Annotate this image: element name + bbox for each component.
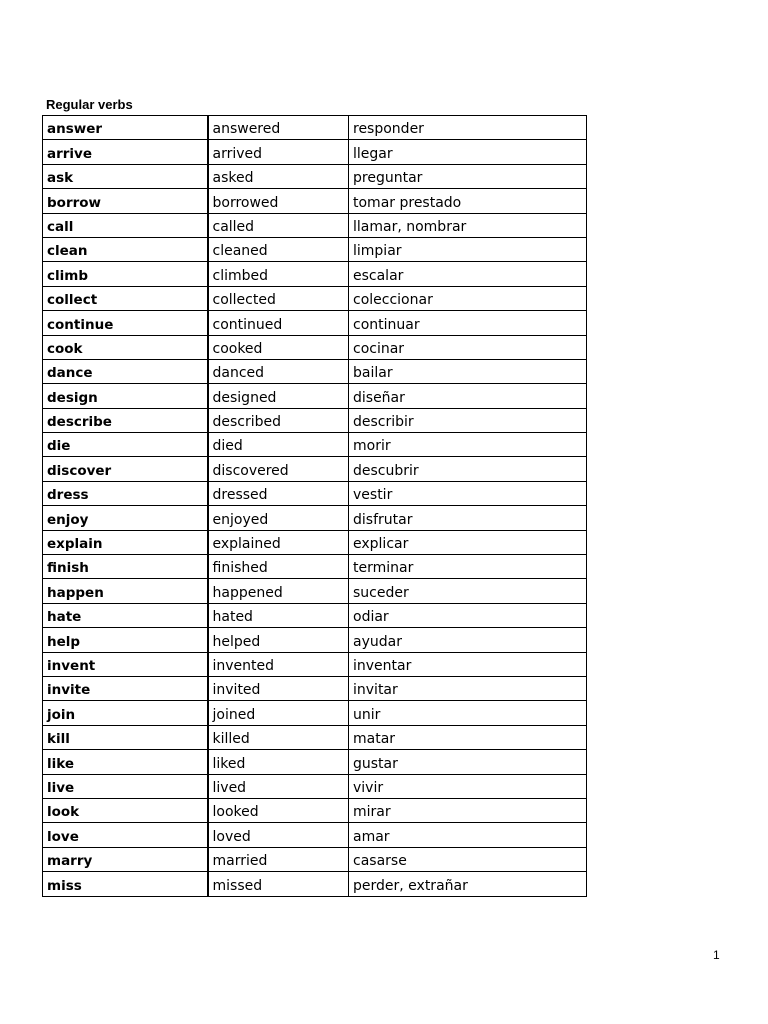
- past-tense-cell: arrived: [208, 140, 349, 164]
- table-row: [43, 116, 587, 140]
- table-row: [43, 579, 587, 603]
- base-verb-cell: hate: [43, 603, 208, 627]
- page-number: 1: [713, 948, 720, 962]
- base-verb-cell: love: [43, 823, 208, 847]
- table-row: [43, 384, 587, 408]
- past-tense-cell: danced: [208, 359, 349, 383]
- past-tense-cell: invited: [208, 676, 349, 700]
- table-row: [43, 701, 587, 725]
- base-verb-cell: design: [43, 384, 208, 408]
- base-verb-cell: kill: [43, 725, 208, 749]
- table-row: [43, 847, 587, 871]
- past-tense-cell: lived: [208, 774, 349, 798]
- base-verb-cell: invent: [43, 652, 208, 676]
- table-row: [43, 140, 587, 164]
- past-tense-cell: cooked: [208, 335, 349, 359]
- base-verb-cell: join: [43, 701, 208, 725]
- spanish-translation-cell: morir: [349, 433, 587, 457]
- verbs-table: [42, 115, 587, 897]
- table-row: [43, 823, 587, 847]
- table-row: [43, 603, 587, 627]
- past-tense-cell: enjoyed: [208, 506, 349, 530]
- past-tense-cell: killed: [208, 725, 349, 749]
- past-tense-cell: married: [208, 847, 349, 871]
- spanish-translation-cell: escalar: [349, 262, 587, 286]
- table-row: [43, 530, 587, 554]
- table-row: [43, 676, 587, 700]
- table-row: [43, 433, 587, 457]
- spanish-translation-cell: diseñar: [349, 384, 587, 408]
- spanish-translation-cell: casarse: [349, 847, 587, 871]
- spanish-translation-cell: suceder: [349, 579, 587, 603]
- base-verb-cell: discover: [43, 457, 208, 481]
- base-verb-cell: dance: [43, 359, 208, 383]
- table-row: [43, 262, 587, 286]
- base-verb-cell: live: [43, 774, 208, 798]
- spanish-translation-cell: perder, extrañar: [349, 872, 587, 896]
- verbs-table-body: [43, 116, 587, 897]
- base-verb-cell: enjoy: [43, 506, 208, 530]
- past-tense-cell: happened: [208, 579, 349, 603]
- past-tense-cell: joined: [208, 701, 349, 725]
- base-verb-cell: answer: [43, 116, 208, 140]
- spanish-translation-cell: matar: [349, 725, 587, 749]
- past-tense-cell: invented: [208, 652, 349, 676]
- table-row: [43, 774, 587, 798]
- base-verb-cell: die: [43, 433, 208, 457]
- base-verb-cell: borrow: [43, 189, 208, 213]
- base-verb-cell: cook: [43, 335, 208, 359]
- past-tense-cell: discovered: [208, 457, 349, 481]
- base-verb-cell: climb: [43, 262, 208, 286]
- past-tense-cell: continued: [208, 311, 349, 335]
- spanish-translation-cell: terminar: [349, 555, 587, 579]
- table-row: [43, 457, 587, 481]
- spanish-translation-cell: coleccionar: [349, 286, 587, 310]
- past-tense-cell: looked: [208, 798, 349, 822]
- spanish-translation-cell: preguntar: [349, 164, 587, 188]
- spanish-translation-cell: disfrutar: [349, 506, 587, 530]
- table-row: [43, 725, 587, 749]
- spanish-translation-cell: descubrir: [349, 457, 587, 481]
- spanish-translation-cell: gustar: [349, 750, 587, 774]
- base-verb-cell: marry: [43, 847, 208, 871]
- past-tense-cell: died: [208, 433, 349, 457]
- base-verb-cell: collect: [43, 286, 208, 310]
- spanish-translation-cell: bailar: [349, 359, 587, 383]
- table-row: [43, 335, 587, 359]
- base-verb-cell: help: [43, 628, 208, 652]
- past-tense-cell: explained: [208, 530, 349, 554]
- table-row: [43, 481, 587, 505]
- past-tense-cell: climbed: [208, 262, 349, 286]
- past-tense-cell: called: [208, 213, 349, 237]
- past-tense-cell: borrowed: [208, 189, 349, 213]
- table-row: [43, 506, 587, 530]
- spanish-translation-cell: amar: [349, 823, 587, 847]
- base-verb-cell: happen: [43, 579, 208, 603]
- past-tense-cell: answered: [208, 116, 349, 140]
- past-tense-cell: cleaned: [208, 237, 349, 261]
- spanish-translation-cell: inventar: [349, 652, 587, 676]
- spanish-translation-cell: unir: [349, 701, 587, 725]
- spanish-translation-cell: cocinar: [349, 335, 587, 359]
- spanish-translation-cell: describir: [349, 408, 587, 432]
- past-tense-cell: asked: [208, 164, 349, 188]
- base-verb-cell: invite: [43, 676, 208, 700]
- base-verb-cell: call: [43, 213, 208, 237]
- table-row: [43, 237, 587, 261]
- base-verb-cell: describe: [43, 408, 208, 432]
- spanish-translation-cell: vivir: [349, 774, 587, 798]
- spanish-translation-cell: odiar: [349, 603, 587, 627]
- table-row: [43, 408, 587, 432]
- table-row: [43, 213, 587, 237]
- past-tense-cell: collected: [208, 286, 349, 310]
- base-verb-cell: like: [43, 750, 208, 774]
- past-tense-cell: finished: [208, 555, 349, 579]
- past-tense-cell: liked: [208, 750, 349, 774]
- base-verb-cell: clean: [43, 237, 208, 261]
- table-row: [43, 311, 587, 335]
- table-row: [43, 872, 587, 896]
- past-tense-cell: designed: [208, 384, 349, 408]
- base-verb-cell: finish: [43, 555, 208, 579]
- table-row: [43, 652, 587, 676]
- base-verb-cell: explain: [43, 530, 208, 554]
- spanish-translation-cell: invitar: [349, 676, 587, 700]
- base-verb-cell: look: [43, 798, 208, 822]
- past-tense-cell: dressed: [208, 481, 349, 505]
- past-tense-cell: helped: [208, 628, 349, 652]
- base-verb-cell: miss: [43, 872, 208, 896]
- table-row: [43, 189, 587, 213]
- table-row: [43, 628, 587, 652]
- base-verb-cell: ask: [43, 164, 208, 188]
- spanish-translation-cell: explicar: [349, 530, 587, 554]
- base-verb-cell: continue: [43, 311, 208, 335]
- table-row: [43, 555, 587, 579]
- past-tense-cell: missed: [208, 872, 349, 896]
- table-row: [43, 164, 587, 188]
- table-row: [43, 750, 587, 774]
- spanish-translation-cell: tomar prestado: [349, 189, 587, 213]
- base-verb-cell: dress: [43, 481, 208, 505]
- base-verb-cell: arrive: [43, 140, 208, 164]
- spanish-translation-cell: llegar: [349, 140, 587, 164]
- past-tense-cell: described: [208, 408, 349, 432]
- page-title: Regular verbs: [46, 97, 133, 112]
- table-row: [43, 798, 587, 822]
- spanish-translation-cell: mirar: [349, 798, 587, 822]
- spanish-translation-cell: vestir: [349, 481, 587, 505]
- past-tense-cell: hated: [208, 603, 349, 627]
- spanish-translation-cell: limpiar: [349, 237, 587, 261]
- spanish-translation-cell: ayudar: [349, 628, 587, 652]
- table-row: [43, 359, 587, 383]
- spanish-translation-cell: responder: [349, 116, 587, 140]
- past-tense-cell: loved: [208, 823, 349, 847]
- table-row: [43, 286, 587, 310]
- spanish-translation-cell: continuar: [349, 311, 587, 335]
- spanish-translation-cell: llamar, nombrar: [349, 213, 587, 237]
